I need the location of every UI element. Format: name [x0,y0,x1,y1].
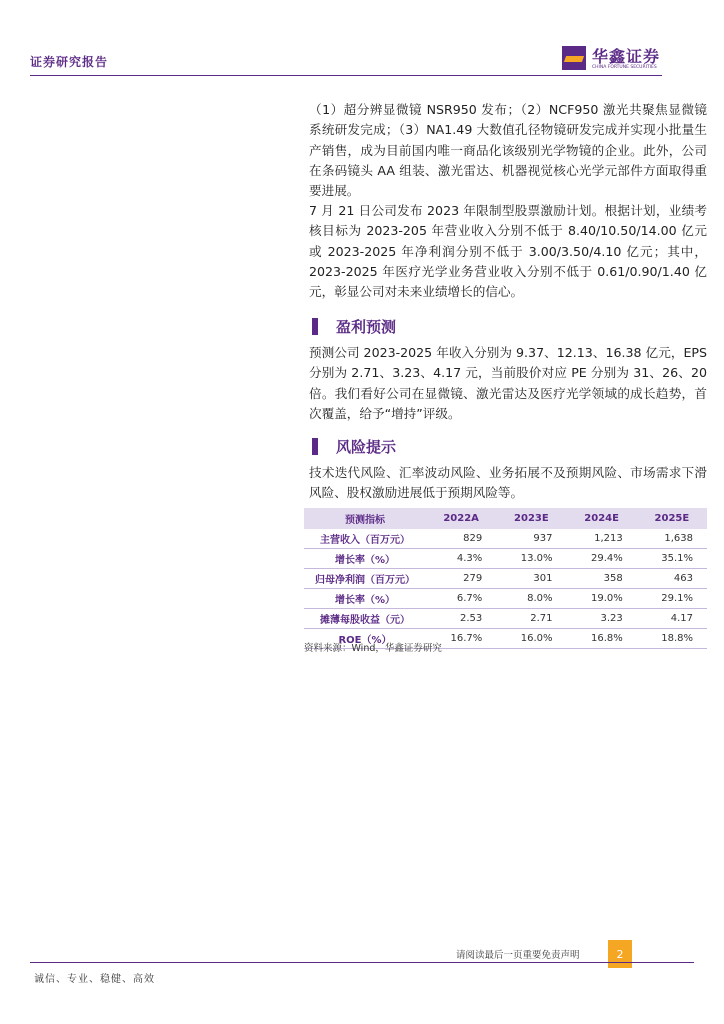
table-cell: 2.71 [496,609,566,629]
brand-subtitle: CHINA FORTUNE SECURITIES [592,65,657,70]
header-divider [30,75,662,76]
section-marker-icon [312,438,318,455]
row-label: 增长率（%） [304,549,426,569]
table-cell: 18.8% [637,629,707,649]
table-header-cell: 2023E [514,513,549,524]
table-cell: 463 [637,569,707,589]
table-cell: 937 [496,529,566,549]
row-label: 增长率（%） [304,589,426,609]
table-row [304,569,707,589]
table-row [304,529,707,549]
table-cell: 301 [496,569,566,589]
table-cell: 6.7% [426,589,496,609]
table-header-cell: 2022A [443,513,479,524]
table-cell: 29.4% [567,549,637,569]
row-label: ROE（%） [304,629,426,649]
disclaimer-notice: 请阅读最后一页重要免责声明 [456,950,580,961]
table-row [304,549,707,569]
table-cell: 4.3% [426,549,496,569]
brand-logo [562,44,672,74]
table-cell: 16.7% [426,629,496,649]
section-title-risk [309,436,396,457]
row-label: 摊薄每股收益（元） [304,609,426,629]
table-cell: 19.0% [567,589,637,609]
table-header-cell: 预测指标 [345,515,385,526]
table-source-note: 资料来源：Wind，华鑫证券研究 [304,643,442,654]
brand-name: 华鑫证券 [592,47,661,66]
table-row [304,589,707,609]
forecast-table-container [304,508,707,649]
table-header-cell: 2025E [654,513,690,524]
footer-motto: 诚信、专业、稳健、高效 [34,974,155,985]
page-number: 2 [608,940,632,968]
row-label: 归母净利润（百万元） [304,569,426,589]
table-cell: 29.1% [637,589,707,609]
table-cell: 16.8% [567,629,637,649]
table-cell: 829 [426,529,496,549]
table-cell: 279 [426,569,496,589]
table-cell: 16.0% [496,629,566,649]
table-cell: 358 [567,569,637,589]
report-label: 证券研究报告 [30,55,109,69]
row-label: 主营收入（百万元） [304,529,426,549]
table-cell: 35.1% [637,549,707,569]
table-header-cell: 2024E [584,513,619,524]
footer-divider [30,962,694,963]
table-cell: 13.0% [496,549,566,569]
table-cell: 1,213 [567,529,637,549]
section-title-text: 盈利预测 [336,318,397,336]
paragraph-forecast: 预测公司 2023-2025 年收入分别为 9.37、12.13、16.38 亿元，EPS 分别为 2.71、3.23、4.17 元，当前股价对应 PE 分别为 31、26、20 倍。我们看好公司在显微镜、激光雷达及医疗光学领域的成长趋势，首次覆盖，给予“增持”评级。 [309,345,707,421]
paragraph-product-progress: （1）超分辨显微镜 NSR950 发布；（2）NCF950 激光共聚焦显微镜系统研发完成；（3）NA1.49 大数值孔径物镜研发完成并实现小批量生产销售，成为目前国内唯一商品化该级别光学物镜的企业。此外，公司在条码镜头 AA 组装、激光雷达、机器视觉核心光学元部件方面取得重要进展。 [309,102,707,199]
forecast-table [304,508,707,649]
paragraph-risk: 技术迭代风险、汇率波动风险、业务拓展不及预期风险、市场需求下滑风险、股权激励进展低于预期风险等。 [309,465,707,501]
table-cell: 8.0% [496,589,566,609]
paragraph-incentive-plan: 7 月 21 日公司发布 2023 年限制型股票激励计划。根据计划，业绩考核目标为 2023-205 年营业收入分别不低于 8.40/10.50/14.00 亿元或 2023-2025 年净利润分别不低于 3.00/3.50/4.10 亿元；其中，2023-2025 年医疗光学业务营业收入分别不低于 0.61/0.90/1.40 亿元，彰显公司对未来业绩增长的信心。 [309,203,707,300]
table-cell: 4.17 [637,609,707,629]
section-marker-icon [312,318,318,335]
table-cell: 2.53 [426,609,496,629]
table-row [304,609,707,629]
section-title-text: 风险提示 [336,438,397,456]
table-cell: 3.23 [567,609,637,629]
table-header-row [304,508,707,529]
section-title-forecast [309,316,396,337]
brand-mark-icon [562,46,586,70]
table-cell: 1,638 [637,529,707,549]
